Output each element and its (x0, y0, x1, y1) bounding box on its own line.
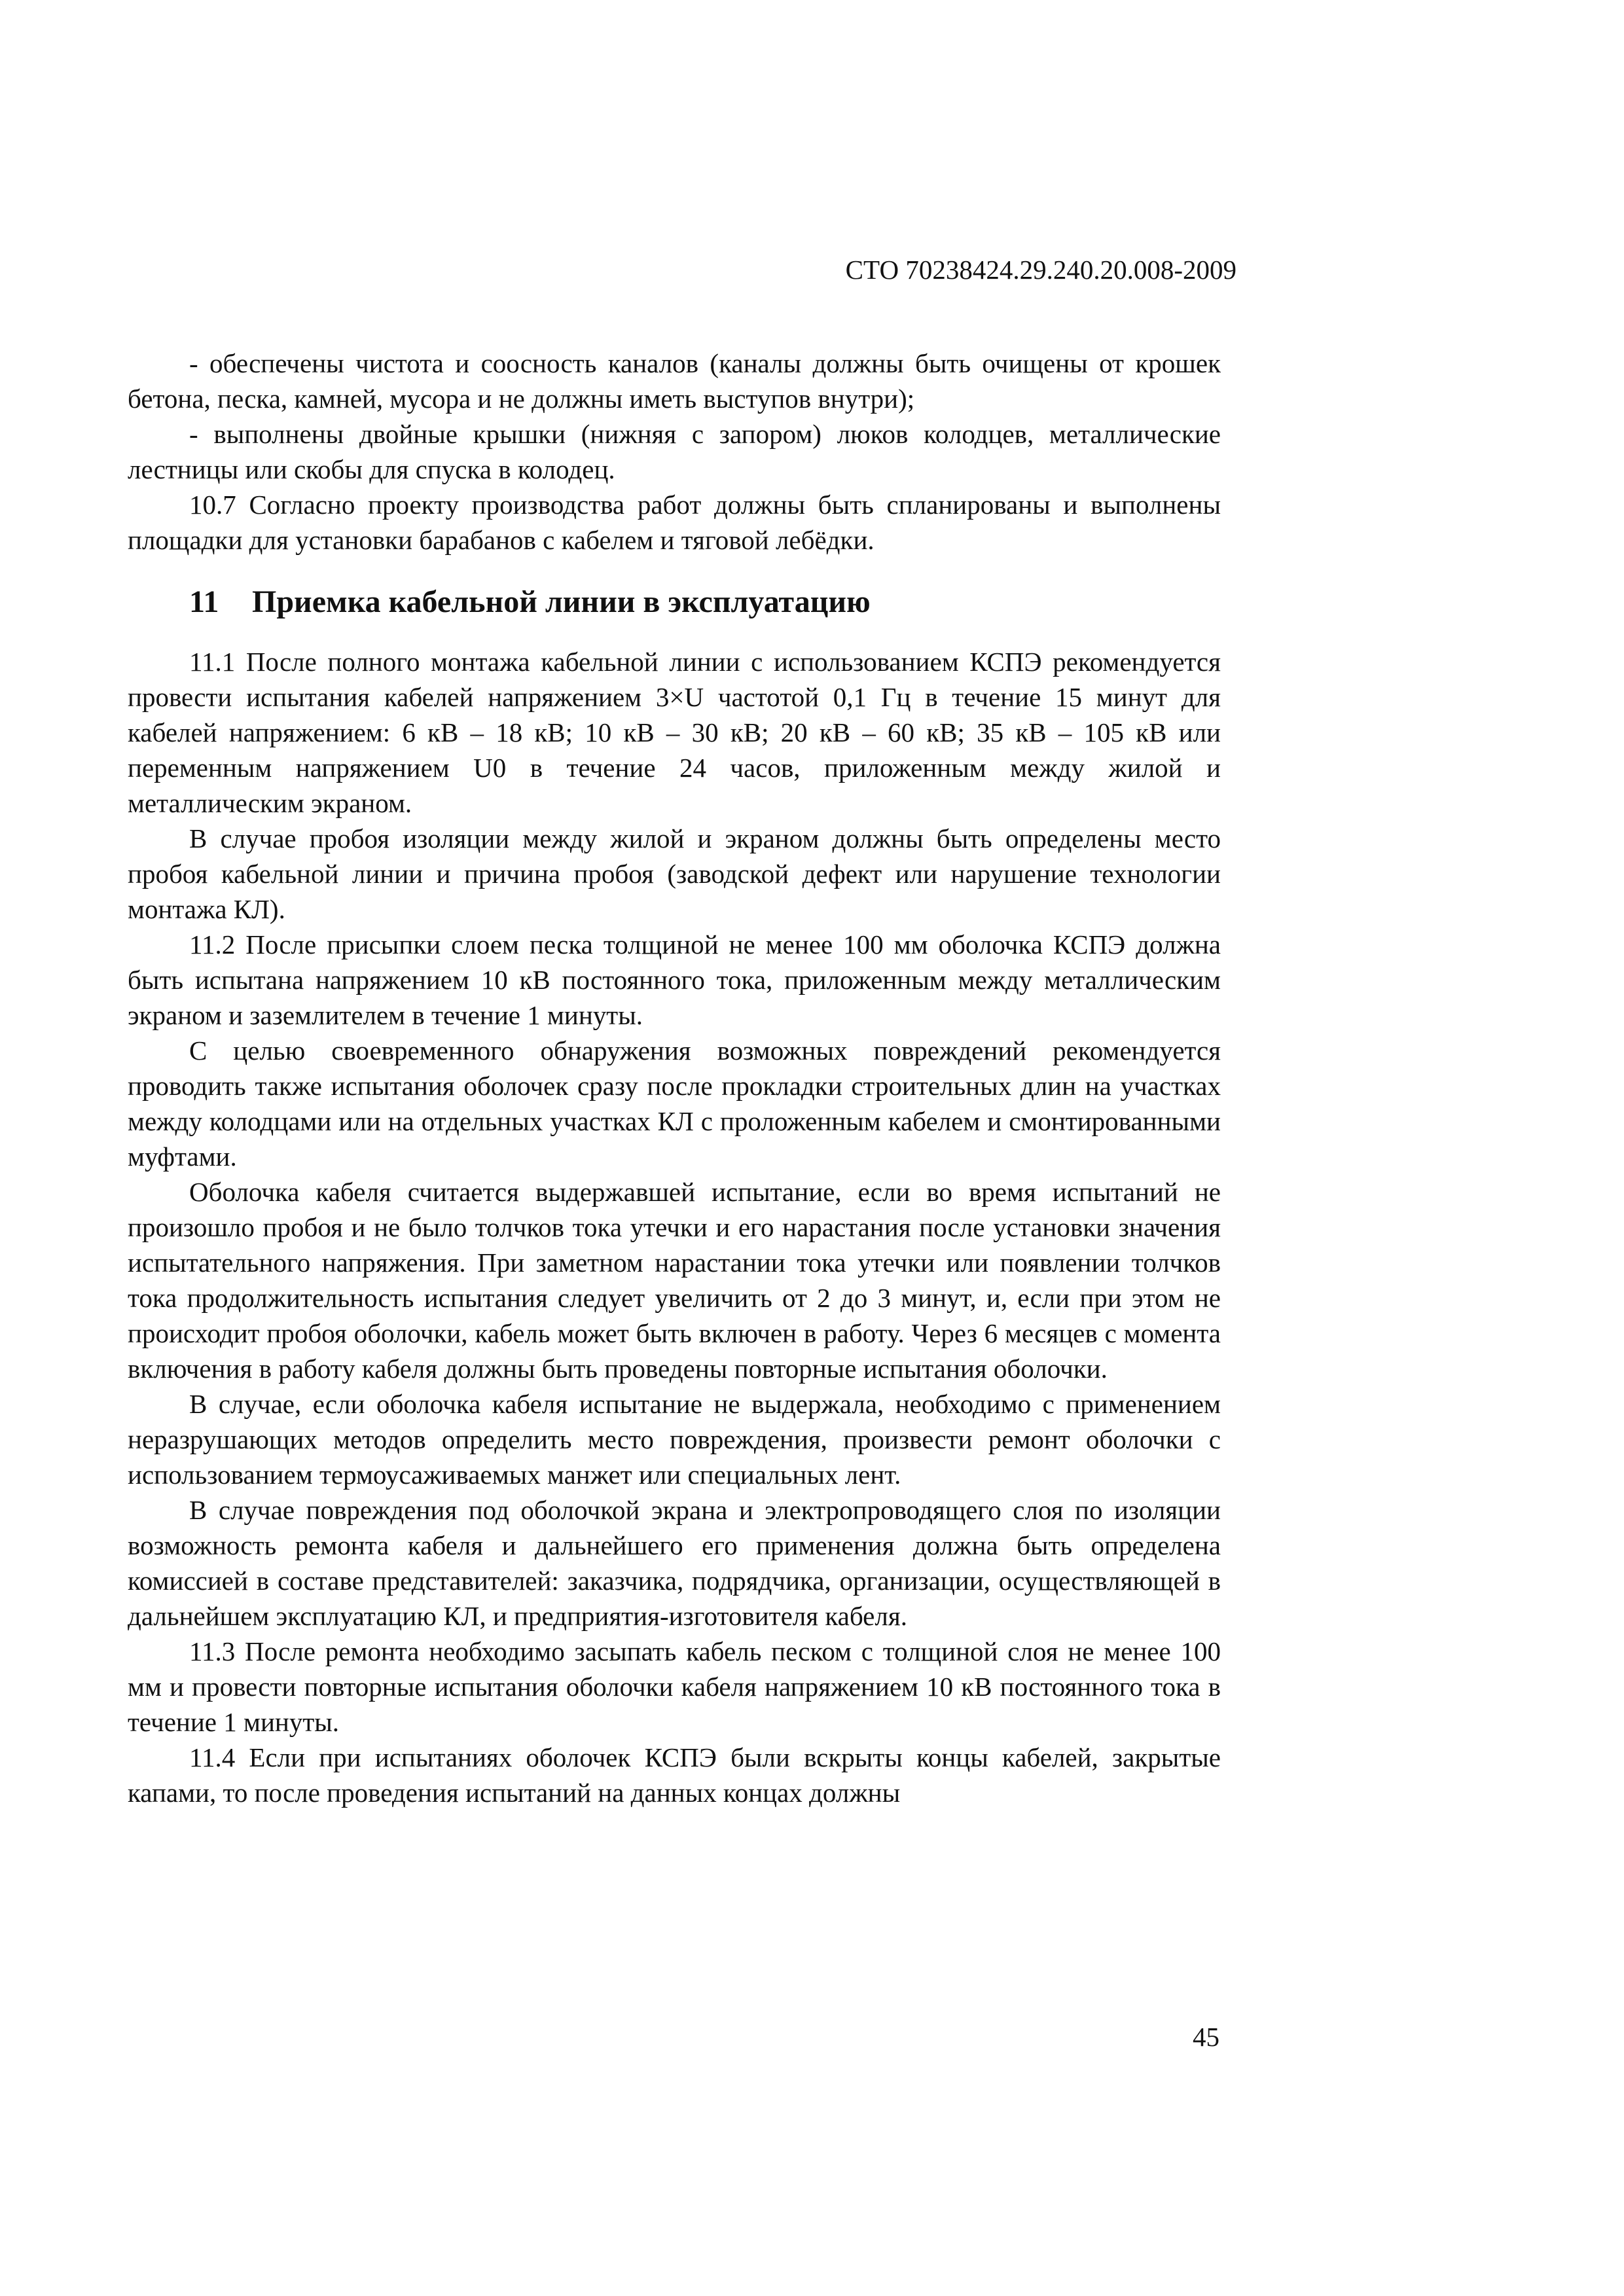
paragraph: 11.4 Если при испытаниях оболочек КСПЭ были вскрыты концы кабелей, закрытые капами, то после проведения испытаний на данных концах должны (128, 1742, 1221, 1808)
paragraph: В случае повреждения под оболочкой экрана и электропроводящего слоя по изоляции возможность ремонта кабеля и дальнейшего его применения должна быть определена комиссией в составе представителей: заказчика, подрядчика, организации, осуществляющей в дальнейшем эксплуатацию КЛ, и предприятия-изготовителя кабеля. (128, 1495, 1221, 1631)
section-title: Приемка кабельной линии в эксплуатацию (252, 584, 871, 619)
section-number: 11 (189, 584, 219, 619)
paragraph: В случае, если оболочка кабеля испытание не выдержала, необходимо с применением неразрушающих методов определить место повреждения, произвести ремонт оболочки с использованием термоусаживаемых манжет или специальных лент. (128, 1389, 1221, 1490)
document-body (128, 346, 1221, 1810)
paragraph: 11.1 После полного монтажа кабельной линии с использованием КСПЭ рекомендуется провести испытания кабелей напряжением 3×U частотой 0,1 Гц в течение 15 минут для кабелей напряжением: 6 кВ – 18 кВ; 10 кВ – 30 кВ; 20 кВ – 60 кВ; 35 кВ – 105 кВ или переменным напряжением U0 в течение 24 часов, приложенным между жилой и металлическим экраном. (128, 647, 1221, 818)
paragraph: - обеспечены чистота и соосность каналов (каналы должны быть очищены от крошек бетона, песка, камней, мусора и не должны иметь выступов внутри); (128, 348, 1221, 414)
paragraph: Оболочка кабеля считается выдержавшей испытание, если во время испытаний не произошло пробоя и не было толчков тока утечки и его нарастания после установки значения испытательного напряжения. При заметном нарастании тока утечки или появлении толчков тока продолжительность испытания следует увеличить от 2 до 3 минут, и, если при этом не происходит пробоя оболочки, кабель может быть включен в работу. Через 6 месяцев с момента включения в работу кабеля должны быть проведены повторные испытания оболочки. (128, 1177, 1221, 1384)
paragraph: - выполнены двойные крышки (нижняя с запором) люков колодцев, металлические лестницы или скобы для спуска в колодец. (128, 419, 1221, 484)
document-code-header: СТО 70238424.29.240.20.008-2009 (845, 255, 1236, 285)
paragraph: С целью своевременного обнаружения возможных повреждений рекомендуется проводить также испытания оболочек сразу после прокладки строительных длин на участках между колодцами или на отдельных участках КЛ с проложенным кабелем и смонтированными муфтами. (128, 1035, 1221, 1172)
paragraph: 11.3 После ремонта необходимо засыпать кабель песком с толщиной слоя не менее 100 мм и провести повторные испытания оболочки кабеля напряжением 10 кВ постоянного тока в течение 1 минуты. (128, 1636, 1221, 1737)
paragraph: 10.7 Согласно проекту производства работ должны быть спланированы и выполнены площадки для установки барабанов с кабелем и тяговой лебёдки. (128, 490, 1221, 555)
section-heading (128, 583, 1221, 622)
page-number: 45 (1193, 2022, 1219, 2052)
paragraph: В случае пробоя изоляции между жилой и экраном должны быть определены место пробоя кабельной линии и причина пробоя (заводской дефект или нарушение технологии монтажа КЛ). (128, 823, 1221, 924)
paragraph: 11.2 После присыпки слоем песка толщиной не менее 100 мм оболочка КСПЭ должна быть испытана напряжением 10 кВ постоянного тока, приложенным между металлическим экраном и заземлителем в течение 1 минуты. (128, 929, 1221, 1030)
